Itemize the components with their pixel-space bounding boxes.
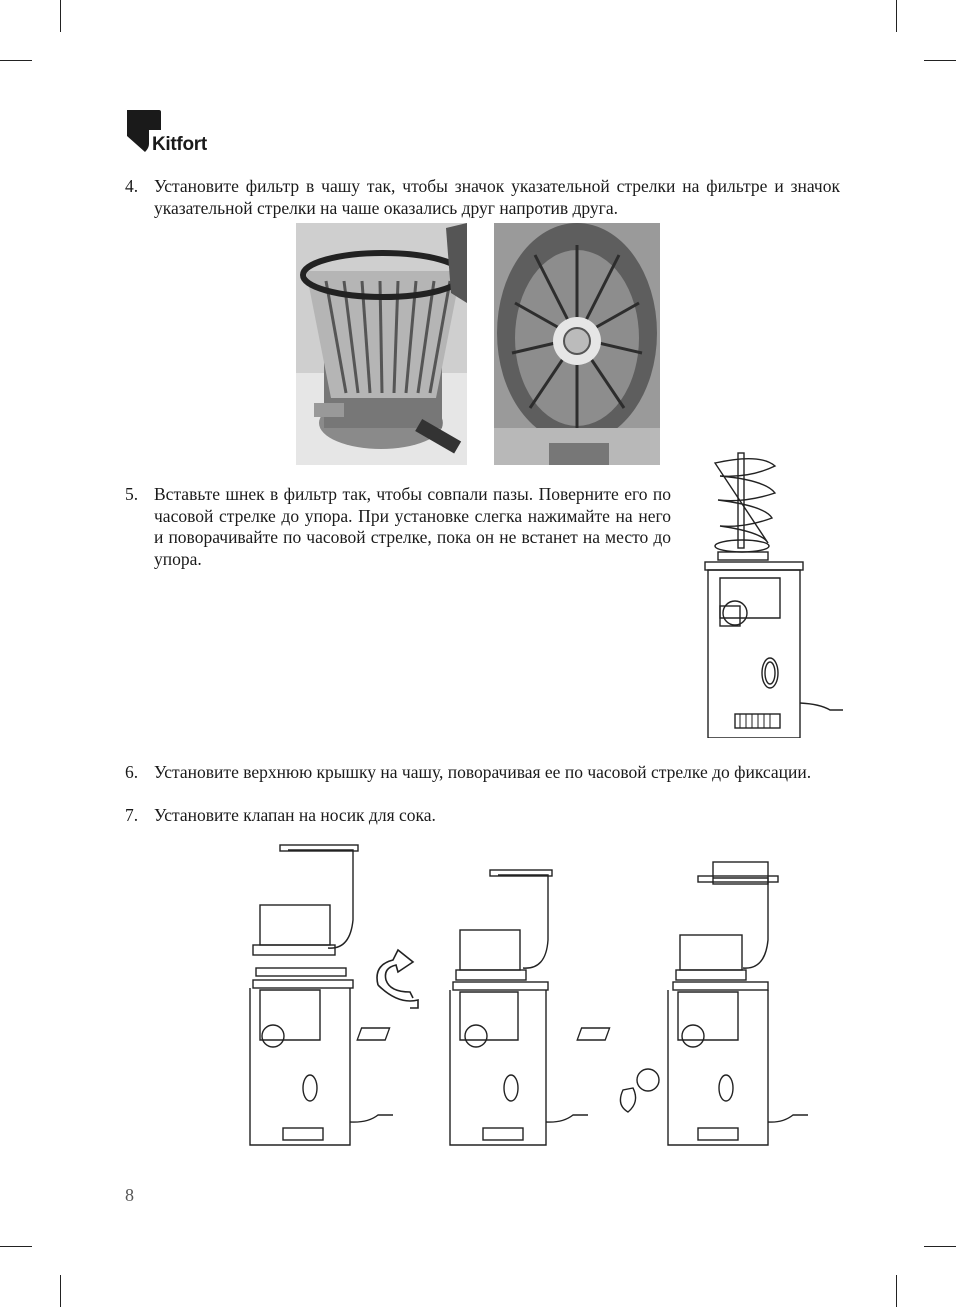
step-4 [125,176,840,219]
step-text: Установите клапан на носик для сока. [154,805,436,825]
crop-mark [0,60,32,61]
crop-mark [60,1275,61,1307]
crop-mark [924,60,956,61]
rotate-clockwise-arrow-icon [377,950,418,1008]
photo-filter-top-view [494,223,660,465]
step-number: 6. [125,762,139,782]
lid-and-valve-installation-illustration [228,840,838,1150]
step-number: 7. [125,805,139,825]
juicer-with-valve [577,862,808,1145]
page-number: 8 [125,1185,134,1205]
step-text: Вставьте шнек в фильтр так, чтобы совпали пазы. Поверните его по часовой стрелке до упора. При установке слегка нажимайте на него и поворачивайте по часовой стрелке, пока он не встанет на место до упора. [154,484,671,569]
step-7 [125,805,840,827]
step-number: 4. [125,176,139,196]
crop-mark [60,0,61,32]
crop-mark [924,1246,956,1247]
step-6 [125,762,840,784]
photo-filter-in-bowl [296,223,467,465]
juicer-lid-removed [228,845,393,1145]
step-number: 5. [125,484,139,504]
auger-into-filter-illustration [680,448,845,738]
juicer-lid-attached [357,870,588,1145]
crop-mark [896,0,897,32]
valve-icon [620,1069,659,1112]
brand-name: Kitfort [152,134,207,155]
step-text: Установите фильтр в чашу так, чтобы значок указательной стрелки на фильтре и значок указательной стрелки на чаше оказались друг напротив друга. [154,176,840,218]
crop-mark [0,1246,32,1247]
step-5 [125,484,671,570]
crop-mark [896,1275,897,1307]
step-text: Установите верхнюю крышку на чашу, поворачивая ее по часовой стрелке до фиксации. [154,762,812,782]
